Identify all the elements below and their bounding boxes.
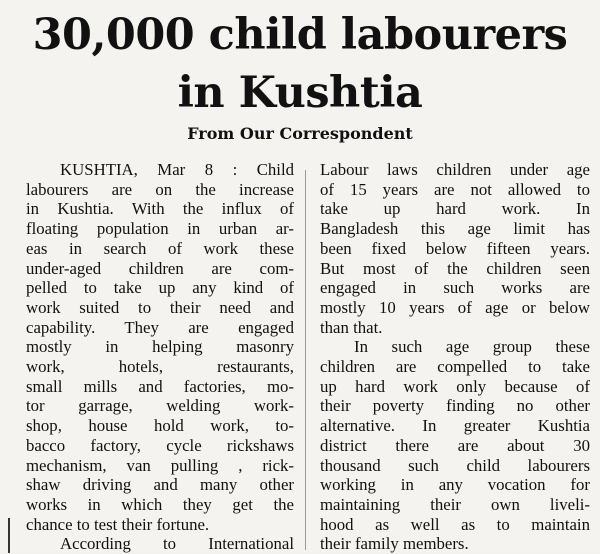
headline-line-1: 30,000 child labourers [32, 10, 568, 60]
body-line: take up hard work. In [320, 199, 590, 219]
body-line: district there are about 30 [320, 435, 590, 455]
body-line: According to International [60, 534, 294, 554]
body-line: capability. They are engaged [26, 317, 294, 337]
body-line: been fixed below fifteen years. [320, 238, 590, 258]
body-line: working in any vocation for [320, 475, 590, 495]
body-line: KUSHTIA, Mar 8 : Child [60, 160, 294, 179]
body-line: work suited to their need and [26, 297, 294, 317]
body-line: their poverty finding no other [320, 396, 590, 416]
body-line: eas in search of work these [26, 238, 294, 258]
body-line: chance to test their fortune. [26, 514, 210, 534]
body-line: But most of the children seen [320, 258, 590, 278]
body-line: pelled to take up any kind of [26, 278, 294, 298]
body-line: works in which they get the [26, 494, 294, 514]
article-column-left [26, 160, 294, 554]
body-line: tor garrage, welding work- [26, 396, 294, 416]
body-line: their family members. [320, 534, 469, 554]
clipping-edge-mark [8, 518, 10, 553]
body-line: under-aged children are com- [26, 258, 294, 278]
body-line: hood as well as to maintain [320, 514, 590, 534]
body-line: maintaining their own liveli- [320, 494, 590, 514]
body-line: thousand such child labourers [320, 455, 590, 475]
body-line: shaw driving and many other [26, 475, 294, 495]
body-line: mostly in helping masonry [26, 337, 294, 357]
body-line: up hard work only because of [320, 376, 590, 396]
body-line: alternative. In greater Kushtia [320, 416, 590, 436]
body-line: labourers are on the increase [26, 179, 294, 199]
body-line: Bangladesh this age limit has [320, 219, 590, 239]
body-line: of 15 years are not allowed to [320, 179, 590, 199]
body-line: engaged in such works are [320, 278, 590, 298]
article-column-right [320, 160, 590, 554]
column-divider [305, 170, 306, 550]
body-line: floating population in urban ar- [26, 219, 294, 239]
body-line: work, hotels, restaurants, [26, 357, 294, 377]
body-line: Labour laws children under age [320, 160, 590, 179]
body-line: In such age group these [354, 337, 590, 357]
body-line: mechanism, van pulling , rick- [26, 455, 294, 475]
body-line: shop, house hold work, to- [26, 416, 294, 436]
body-line: than that. [320, 317, 383, 337]
headline [0, 6, 600, 122]
body-line: mostly 10 years of age or below [320, 297, 590, 317]
body-line: in Kushtia. With the influx of [26, 199, 294, 219]
body-line: children are compelled to take [320, 357, 590, 377]
headline-line-2: in Kushtia [177, 68, 423, 118]
byline: From Our Correspondent [187, 124, 413, 143]
body-line: small mills and factories, mo- [26, 376, 294, 396]
body-line: bacco factory, cycle rickshaws [26, 435, 294, 455]
